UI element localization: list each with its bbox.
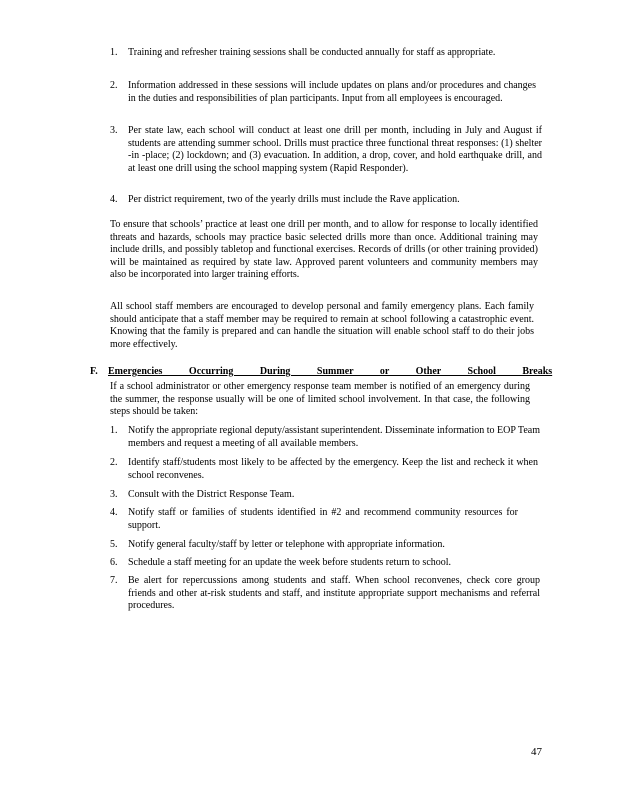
list-item-number: 6. — [110, 557, 118, 568]
list-item — [0, 194, 618, 208]
list-item-text: Information addressed in these sessions will include updates on plans and/or procedures and changes in the duties and responsibilities of plan participants. Input from all employees is encouraged. — [128, 80, 536, 104]
list-item-number: 4. — [110, 194, 118, 205]
list-item-number: 1. — [110, 425, 118, 436]
list-item — [0, 557, 618, 571]
section-letter: F. — [90, 366, 98, 377]
list-item — [0, 539, 618, 553]
list-item-text: Notify staff or families of students identified in #2 and recommend community resources for support. — [128, 507, 518, 531]
list-item-number: 4. — [110, 507, 118, 518]
page-number: 47 — [531, 746, 542, 758]
family-plan-paragraph: All school staff members are encouraged to develop personal and family emergency plans. Each family should anticipate that a staff member may be required to remain at school following a catastrophic event. Knowing that the family is prepared and can handle the situation will enable school staff to do their jobs more effectively. — [110, 301, 534, 350]
list-item-number: 1. — [110, 47, 118, 58]
list-item-text: Training and refresher training sessions shall be conducted annually for staff as appropriate. — [128, 47, 496, 58]
list-item-number: 2. — [110, 80, 118, 91]
list-item-number: 2. — [110, 457, 118, 468]
list-item-text: Notify the appropriate regional deputy/assistant superintendent. Disseminate information to EOP Team members and request a meeting of all available members. — [128, 425, 540, 449]
section-f-intro: If a school administrator or other emergency response team member is notified of an emergency during the summer, the response usually will be one of limited school involvement. In that case, the following steps should be taken: — [110, 381, 530, 417]
drill-practice-paragraph: To ensure that schools’ practice at least one drill per month, and to allow for response to locally identified threats and hazards, schools may practice basic selected drills more than once. Additional training may include drills, and possibly tabletop and functional exercises. Records of drills (or other training provided) will be maintained as required by state law. Approved parent volunteers and community members may also be incorporated into larger training efforts. — [110, 219, 538, 280]
list-item-text: Notify general faculty/staff by letter or telephone with appropriate information. — [128, 539, 445, 550]
list-item — [0, 125, 618, 189]
list-item — [0, 425, 618, 451]
list-item — [0, 47, 618, 73]
list-item-text: Schedule a staff meeting for an update the week before students return to school. — [128, 557, 452, 568]
list-item-text: Identify staff/students most likely to be affected by the emergency. Keep the list and recheck it when school reconvenes. — [128, 457, 538, 481]
list-item — [0, 80, 618, 118]
list-item — [0, 489, 618, 503]
section-f-heading — [90, 366, 553, 380]
list-item — [0, 575, 618, 615]
list-item-number: 3. — [110, 125, 118, 136]
list-item-text: Be alert for repercussions among students and staff. When school reconvenes, check core group friends and other at-risk students and staff, and institute appropriate support mechanisms and referral procedures. — [128, 575, 540, 611]
list-item-number: 7. — [110, 575, 118, 586]
list-item-text: Per district requirement, two of the yearly drills must include the Rave application. — [128, 194, 460, 205]
list-item-text: Consult with the District Response Team. — [128, 489, 295, 500]
section-title: Emergencies Occurring During Summer or Other School Breaks — [108, 366, 553, 377]
list-item — [0, 507, 618, 533]
list-item-text: Per state law, each school will conduct at least one drill per month, including in July and August if students are attending summer school. Drills must practice three functional threat responses: (1) shelter -in -place; (2) lockdown; and (3) evacuation. In addition, a drop, cover, and hold earthquake drill, and at least one drill using the school mapping system (Rapid Responder). — [128, 125, 542, 174]
list-item-number: 3. — [110, 489, 118, 500]
list-item-number: 5. — [110, 539, 118, 550]
list-item — [0, 457, 618, 483]
